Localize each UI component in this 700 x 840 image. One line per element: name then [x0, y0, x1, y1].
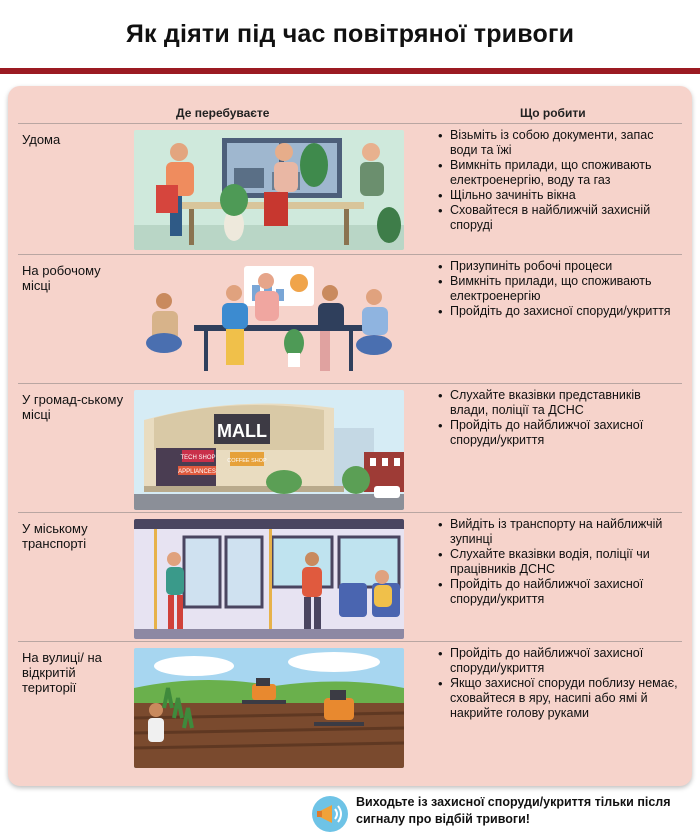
action-item: • Пройдіть до найближчої захисної споруди/укриття: [438, 418, 678, 448]
footer-note: [310, 792, 690, 836]
table-row-transport: [18, 513, 682, 641]
action-item: • Пройдіть до найближчої захисної споруди/укриття: [438, 646, 678, 676]
home-illustration: [134, 130, 404, 250]
action-list: [438, 517, 678, 607]
shop-sign: APPLIANCES: [178, 469, 216, 475]
transport-illustration: [134, 519, 404, 639]
place-label: У міському транспорті: [22, 521, 88, 551]
action-item: • Пройдіть до захисної споруди/укриття: [438, 304, 678, 319]
field-illustration: [134, 648, 404, 768]
table-row-open-area: [18, 642, 682, 772]
action-item: • Візьміть із собою документи, запас води та їжі: [438, 128, 678, 158]
action-item: • Вимкніть прилади, що споживають електроенергію, воду та газ: [438, 158, 678, 188]
header: [0, 0, 700, 68]
action-item: • Щільно зачиніть вікна: [438, 188, 678, 203]
mall-illustration: [134, 390, 404, 510]
action-item: • Якщо захисної споруди поблизу немає, сховайтеся в яру, насипі або ямі й накрийте голову руками: [438, 676, 678, 721]
action-item: • Сховайтеся в найближчій захисній споруді: [438, 203, 678, 233]
action-item: • Слухайте вказівки представників влади, поліції та ДСНС: [438, 388, 678, 418]
column-header-what: Що робити: [520, 106, 586, 120]
table-row-home: [18, 124, 682, 254]
title-divider: [0, 68, 700, 74]
place-label: У громад-ському місці: [22, 392, 124, 422]
megaphone-icon: [310, 794, 350, 834]
workplace-illustration: [134, 261, 404, 381]
place-label: На робочому місці: [22, 263, 101, 293]
action-list: [438, 388, 678, 448]
action-item: • Вийдіть із транспорту на найближчій зупинці: [438, 517, 678, 547]
table-row-workplace: [18, 255, 682, 383]
table-row-public-place: [18, 384, 682, 512]
action-list: [438, 646, 678, 721]
mall-sign: MALL: [217, 421, 267, 441]
column-header-where: Де перебуваєте: [176, 106, 270, 120]
shop-sign: TECH SHOP: [180, 455, 216, 461]
page-title: Як діяти під час повітряної тривоги: [125, 19, 575, 48]
action-item: • Слухайте вказівки водія, поліції чи працівників ДСНС: [438, 547, 678, 577]
action-list: [438, 128, 678, 233]
shop-sign: COFFEE SHOP: [227, 458, 267, 464]
action-item: • Призупиніть робочі процеси: [438, 259, 678, 274]
action-list: [438, 259, 678, 319]
footer-text: Виходьте із захисної споруди/укриття тільки після сигналу про відбій тривоги!: [356, 795, 671, 826]
action-item: • Пройдіть до найближчої захисної споруди/укриття: [438, 577, 678, 607]
place-label: Удома: [22, 132, 61, 147]
place-label: На вулиці/ на відкритій території: [22, 650, 102, 695]
action-item: • Вимкніть прилади, що споживають електроенергію: [438, 274, 678, 304]
